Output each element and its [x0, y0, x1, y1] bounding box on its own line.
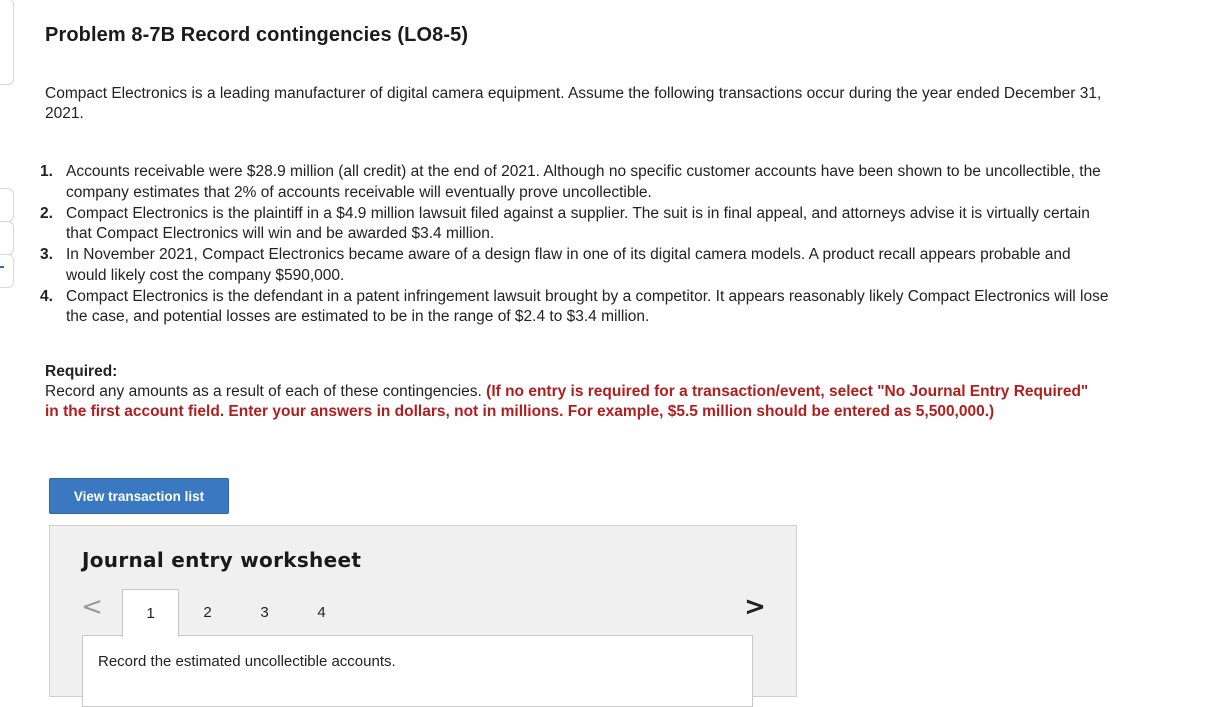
problem-title: Problem 8-7B Record contingencies (LO8-5)	[45, 24, 469, 46]
tab-2[interactable]: 2	[203, 604, 212, 621]
worksheet-tabs	[122, 589, 350, 637]
side-panel-tab-bottom[interactable]	[0, 254, 14, 288]
tab-4[interactable]: 4	[317, 604, 326, 621]
item-text: In November 2021, Compact Electronics became aware of a design flaw in one of its digital camera models. A product recall appears probable and would likely cost the company $590,000.	[66, 246, 1071, 284]
required-section	[45, 362, 1095, 422]
transaction-item	[40, 245, 1110, 286]
tab-3[interactable]: 3	[260, 604, 269, 621]
view-transaction-list-button[interactable]: View transaction list	[49, 478, 229, 514]
item-text: Accounts receivable were $28.9 million (all credit) at the end of 2021. Although no specific customer accounts have been shown to be uncollectible, the company estimates that 2% of accounts receivable will eventually prove uncollectible.	[66, 163, 1101, 201]
transaction-item	[40, 204, 1110, 245]
item-number: 4.	[40, 287, 53, 305]
problem-intro: Compact Electronics is a leading manufacturer of digital camera equipment. Assume the following transactions occur during the year ended December 31, 2021.	[45, 85, 1102, 122]
previous-arrow-icon[interactable]: <	[81, 592, 103, 622]
entry-panel	[82, 635, 753, 707]
side-panel-tab-top[interactable]	[0, 0, 14, 85]
item-number: 2.	[40, 204, 53, 222]
transaction-list	[40, 162, 1110, 328]
transaction-item	[40, 287, 1110, 328]
required-text: Record any amounts as a result of each of these contingencies.	[45, 383, 482, 400]
tab-1[interactable]: 1	[122, 589, 179, 637]
required-heading: Required:	[45, 363, 118, 380]
transaction-item	[40, 162, 1110, 203]
required-note: (If no entry is required for a transaction/event, select "No Journal Entry Required" in the first account field. Enter your answers in dollars, not in millions. For example, $5.5 million should be entered as 5,500,000.)	[45, 383, 1089, 420]
side-panel-indicator	[0, 266, 4, 268]
side-panel-tab-middle[interactable]	[0, 188, 14, 222]
side-panel-tab-lower[interactable]	[0, 221, 14, 255]
item-number: 1.	[40, 163, 53, 180]
item-number: 3.	[40, 246, 53, 263]
entry-instruction: Record the estimated uncollectible accounts.	[98, 653, 396, 670]
journal-entry-worksheet	[49, 525, 797, 697]
item-text: Compact Electronics is the defendant in a patent infringement lawsuit brought by a competitor. It appears reasonably likely Compact Electronics will lose the case, and potential losses are estimated to be in the range of $2.4 to $3.4 million.	[66, 287, 1109, 325]
item-text: Compact Electronics is the plaintiff in a $4.9 million lawsuit filed against a supplier. The suit is in final appeal, and attorneys advise it is virtually certain that Compact Electronics will win and be awarded $3.4 million.	[66, 204, 1090, 242]
next-arrow-icon[interactable]: >	[744, 592, 766, 622]
worksheet-title: Journal entry worksheet	[82, 548, 362, 572]
